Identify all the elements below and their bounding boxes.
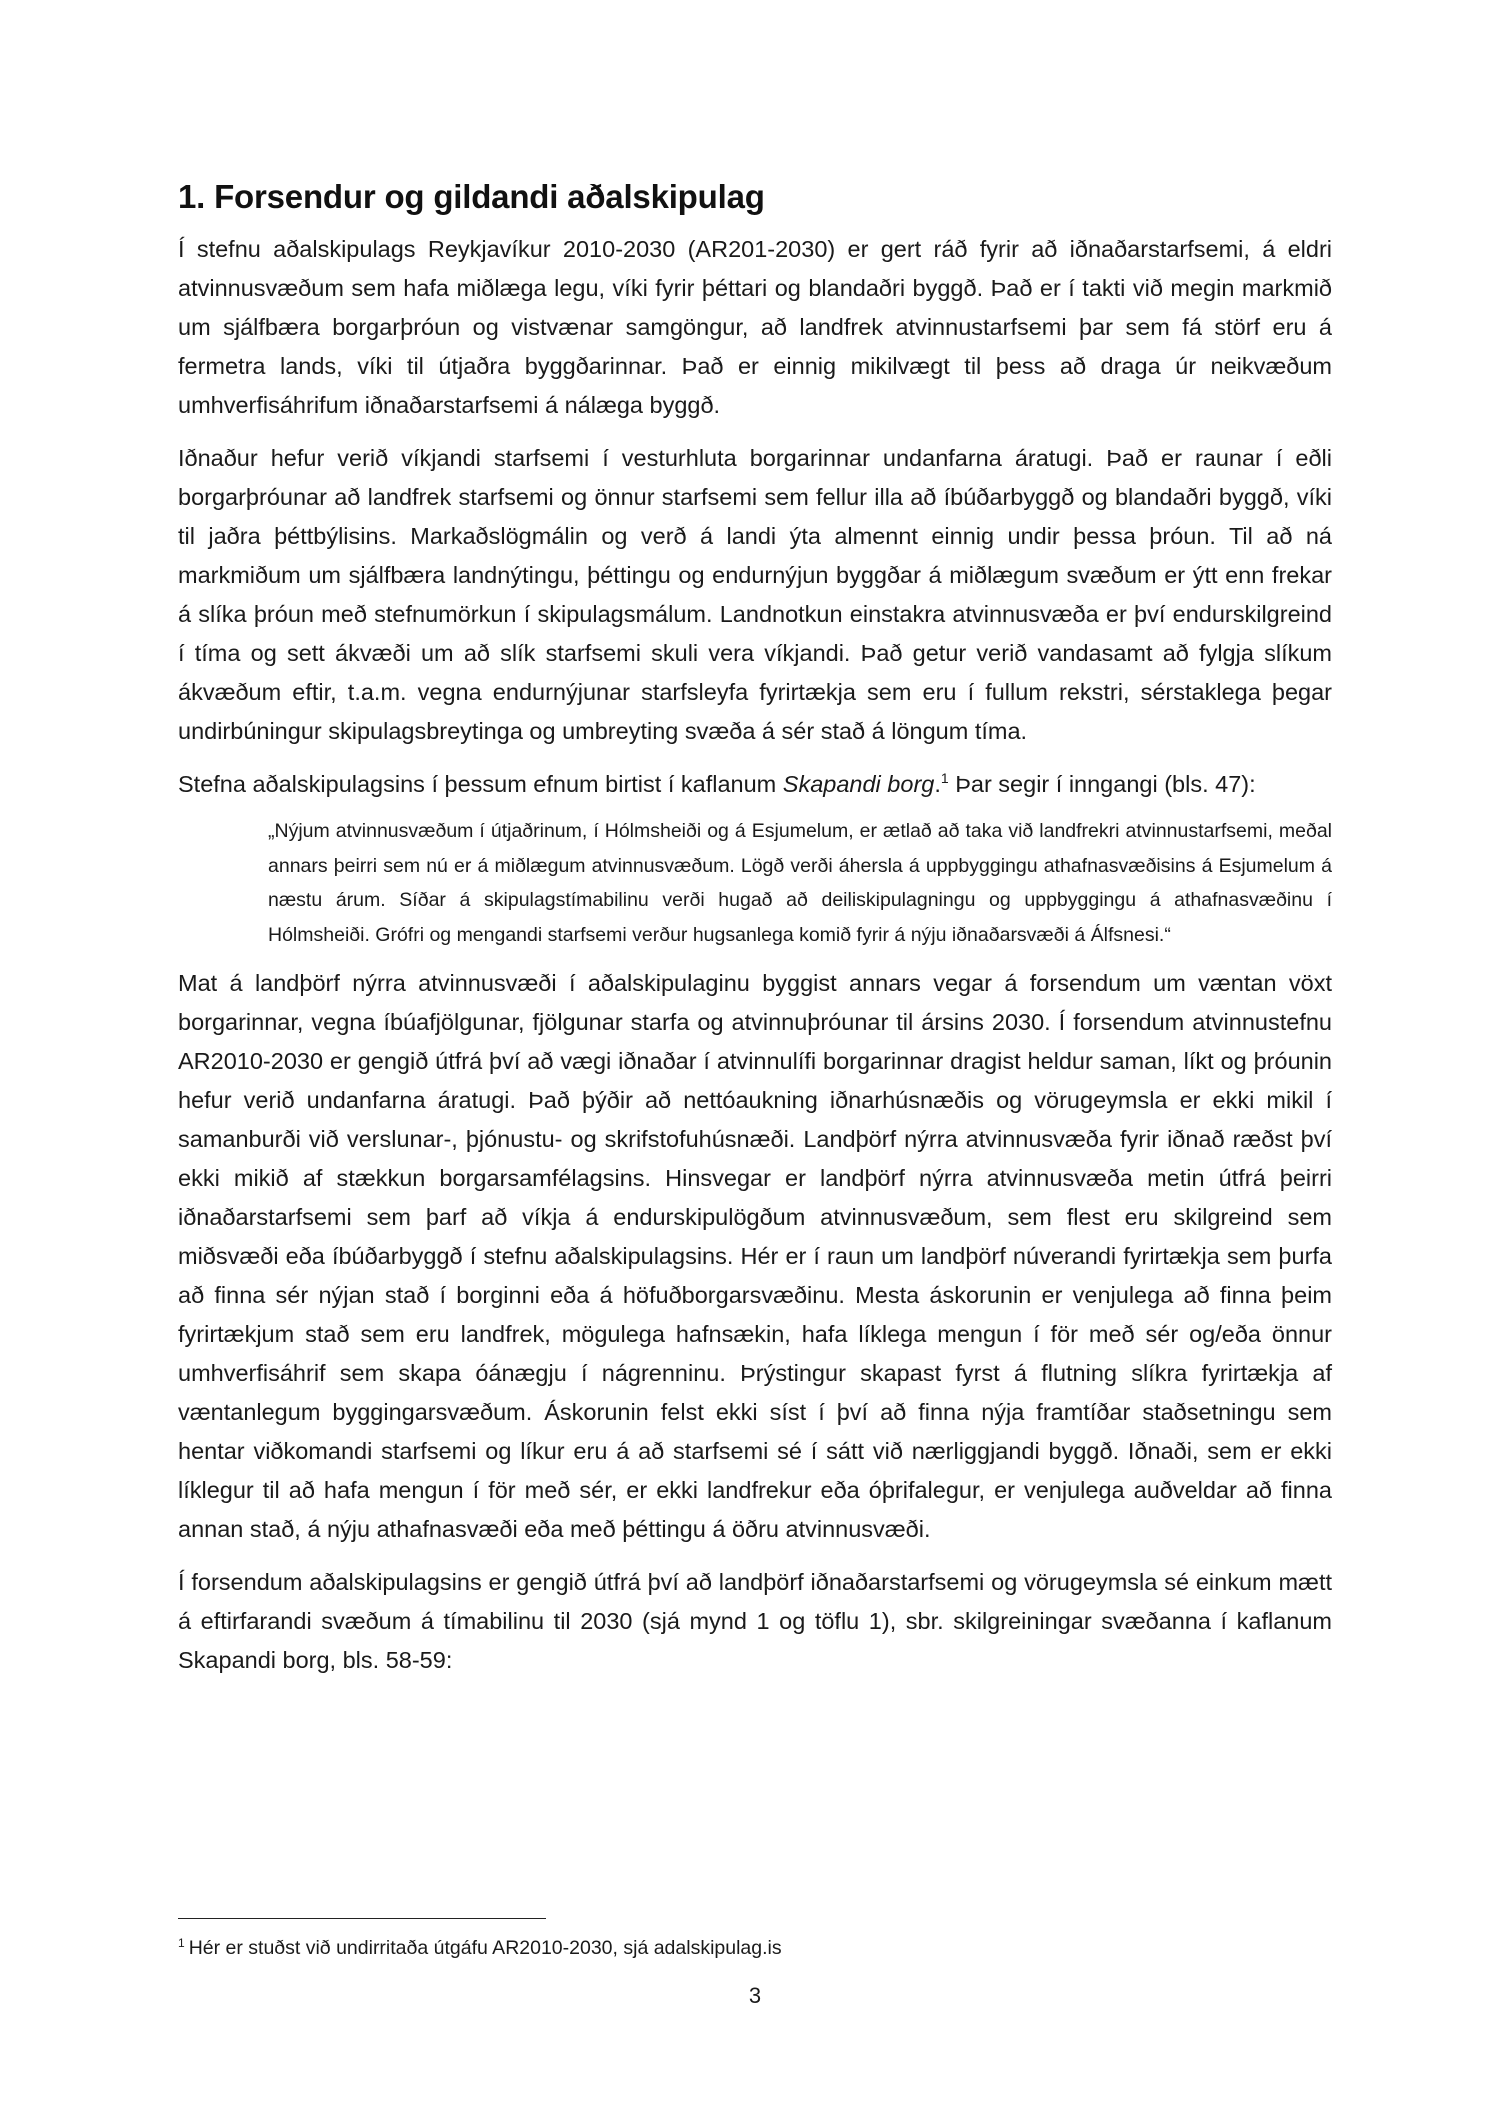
document-page <box>178 0 1332 2122</box>
body-text <box>178 230 1332 1694</box>
paragraph-3-text-start: Stefna aðalskipulagsins í þessum efnum birtist í kaflanum <box>178 771 783 797</box>
section-heading: 1. Forsendur og gildandi aðalskipulag <box>178 178 765 215</box>
chapter-title-italic: Skapandi borg <box>782 771 935 797</box>
paragraph-2: Iðnaður hefur verið víkjandi starfsemi í vesturhluta borgarinnar undanfarna áratugi. Það er raunar í eðli borgarþróunar að landfrek starfsemi og önnur starfsemi sem fellur illa að íbúðarbyggð og blandaðri byggð, víki til jaðra þéttbýlisins. Markaðslögmálin og verð á landi ýta almennt einnig undir þessa þróun. Til að ná markmiðum um sjálfbæra landnýtingu, þéttingu og endurnýjun byggðar á miðlægum svæðum er ýtt enn frekar á slíka þróun með stefnumörkun í skipulagsmálum. Landnotkun einstakra atvinnusvæða er því endurskilgreind í tíma og sett ákvæði um að slík starfsemi skuli vera víkjandi. Það getur verið vandasamt að fylgja slíkum ákvæðum eftir, t.a.m. vegna endurnýjunar starfsleyfa fyrirtækja sem eru í fullum rekstri, sérstaklega þegar undirbúningur skipulagsbreytinga og umbreyting svæða á sér stað á löngum tíma. <box>178 445 1332 744</box>
paragraph-4: Mat á landþörf nýrra atvinnusvæði í aðalskipulaginu byggist annars vegar á forsendum um væntan vöxt borgarinnar, vegna íbúafjölgunar, fjölgunar starfa og atvinnuþróunar til ársins 2030. Í forsendum atvinnustefnu AR2010-2030 er gengið útfrá því að vægi iðnaðar í atvinnulífi borgarinnar dragist heldur saman, líkt og þróunin hefur verið undanfarna áratugi. Það þýðir að nettóaukning iðnarhúsnæðis og vörugeymsla er ekki mikil í samanburði við verslunar-, þjónustu- og skrifstofuhúsnæði. Landþörf nýrra atvinnusvæða fyrir iðnað ræðst því ekki mikið af stækkun borgarsamfélagsins. Hinsvegar er landþörf nýrra atvinnusvæða metin útfrá þeirri iðnaðarstarfsemi sem þarf að víkja á endurskipulögðum atvinnusvæðum, sem flest eru skilgreind sem miðsvæði eða íbúðarbyggð í stefnu aðalskipulagsins. Hér er í raun um landþörf núverandi fyrirtækja sem þurfa að finna sér nýjan stað í borginni eða á höfuðborgarsvæðinu. Mesta áskorunin er venjulega að finna þeim fyrirtækjum stað sem eru landfrek, mögulega hafnsækin, hafa líklega mengun í för með sér og/eða önnur umhverfisáhrif sem skapa óánægju í nágrenninu. Þrýstingur skapast fyrst á flutning slíkra fyrirtækja af væntanlegum byggingarsvæðum. Áskorunin felst ekki síst í því að finna nýja framtíðar staðsetningu sem hentar viðkomandi starfsemi og líkur eru á að starfsemi sé í sátt við nærliggjandi byggð. Iðnaði, sem er ekki líklegur til að hafa mengun í för með sér, er ekki landfrekur eða óþrifalegur, er venjulega auðveldar að finna annan stað, á nýju athafnasvæði eða með þéttingu á öðru atvinnusvæði. <box>178 970 1332 1542</box>
footnote <box>178 1934 782 1962</box>
block-quote: „Nýjum atvinnusvæðum í útjaðrinum, í Hólmsheiði og á Esjumelum, er ætlað að taka við landfrekri atvinnustarfsemi, meðal annars þeirri sem nú er á miðlægum atvinnusvæðum. Lögð verði áhersla á uppbyggingu athafnasvæðisins á Esjumelum á næstu árum. Síðar á skipulagstímabilinu verði hugað að deiliskipulagningu og uppbyggingu á athafnasvæðinu í Hólmsheiði. Grófri og mengandi starfsemi verður hugsanlega komið fyrir á nýju iðnaðarsvæði á Álfsnesi.“ <box>268 820 1332 946</box>
footnote-divider <box>178 1918 546 1919</box>
paragraph-1: Í stefnu aðalskipulags Reykjavíkur 2010-2030 (AR201-2030) er gert ráð fyrir að iðnaðarstarfsemi, á eldri atvinnusvæðum sem hafa miðlæga legu, víki fyrir þéttari og blandaðri byggð. Það er í takti við megin markmið um sjálfbæra borgarþróun og vistvænar samgöngur, að landfrek atvinnustarfsemi þar sem fá störf eru á fermetra lands, víki til útjaðra byggðarinnar. Það er einnig mikilvægt til þess að draga úr neikvæðum umhverfisáhrifum iðnaðarstarfsemi á nálæga byggð. <box>178 236 1332 418</box>
paragraph-5: Í forsendum aðalskipulagsins er gengið útfrá því að landþörf iðnaðarstarfsemi og vörugeymsla sé einkum mætt á eftirfarandi svæðum á tímabilinu til 2030 (sjá mynd 1 og töflu 1), sbr. skilgreiningar svæðanna í kaflanum Skapandi borg, bls. 58-59: <box>178 1569 1332 1673</box>
footnote-reference[interactable]: 1 <box>940 770 949 787</box>
footnote-marker: 1 <box>178 1935 185 1950</box>
page-number: 3 <box>748 1983 762 2008</box>
paragraph-3-period: . <box>934 771 941 797</box>
paragraph-3-text-end: Þar segir í inngangi (bls. 47): <box>948 771 1256 797</box>
paragraph-3 <box>178 765 1332 804</box>
footnote-text: Hér er stuðst við undirritaða útgáfu AR2010-2030, sjá adalskipulag.is <box>188 1937 782 1959</box>
